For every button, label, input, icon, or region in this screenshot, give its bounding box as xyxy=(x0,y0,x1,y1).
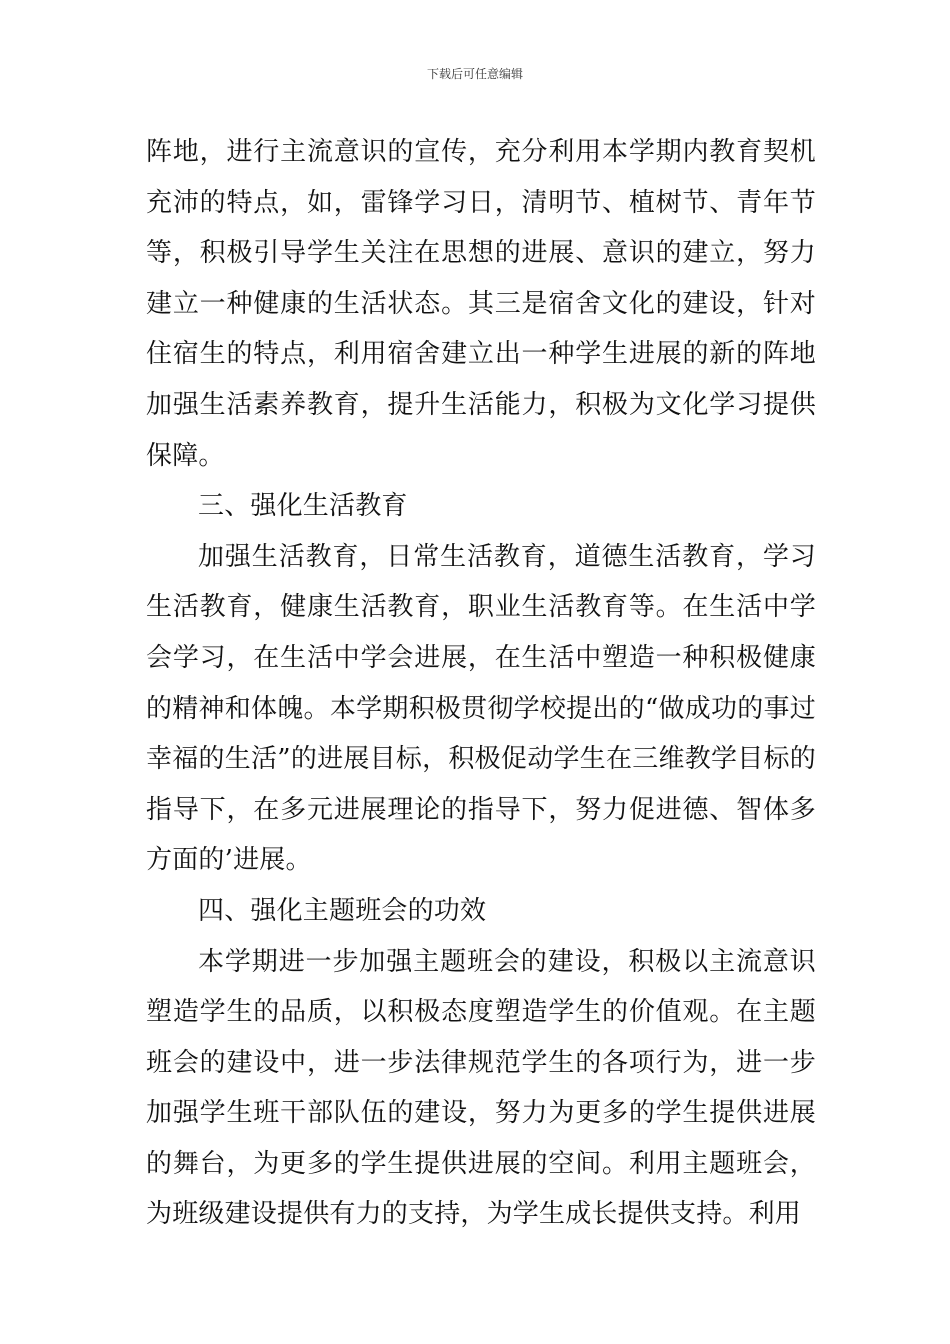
document-body xyxy=(146,127,816,1240)
paragraph-continuation: 阵地，进行主流意识的宣传，充分利用本学期内教育契机充沛的特点，如，雷锋学习日，清明节、植树节、青年节等，积极引导学生关注在思想的进展、意识的建立，努力建立一种健康的生活状态。其三是宿舍文化的建设，针对住宿生的特点，利用宿舍建立出一种学生进展的新的阵地加强生活素养教育，提升生活能力，积极为文化学习提供保障。 xyxy=(146,137,816,471)
section-heading-4: 四、强化主题班会的功效 xyxy=(198,895,487,926)
paragraph-class-meeting: 本学期进一步加强主题班会的建设，积极以主流意识塑造学生的品质，以积极态度塑造学生的价值观。在主题班会的建设中，进一步法律规范学生的各项行为，进一步加强学生班干部队伍的建设，努力为更多的学生提供进展的舞台，为更多的学生提供进展的空间。利用主题班会，为班级建设提供有力的支持，为学生成长提供支持。利用 xyxy=(146,946,816,1230)
page-header-note: 下载后可任意编辑 xyxy=(426,67,523,81)
section-heading-3: 三、强化生活教育 xyxy=(198,491,408,522)
paragraph-life-education: 加强生活教育，日常生活教育，道德生活教育，学习生活教育，健康生活教育，职业生活教育等。在生活中学会学习，在生活中学会进展，在生活中塑造一种积极健康的精神和体魄。本学期积极贯彻学校提出的“做成功的事过幸福的生活”的进展目标，积极促动学生在三维教学目标的指导下，在多元进展理论的指导下，努力促进德、智体多方面的’进展。 xyxy=(146,541,816,876)
